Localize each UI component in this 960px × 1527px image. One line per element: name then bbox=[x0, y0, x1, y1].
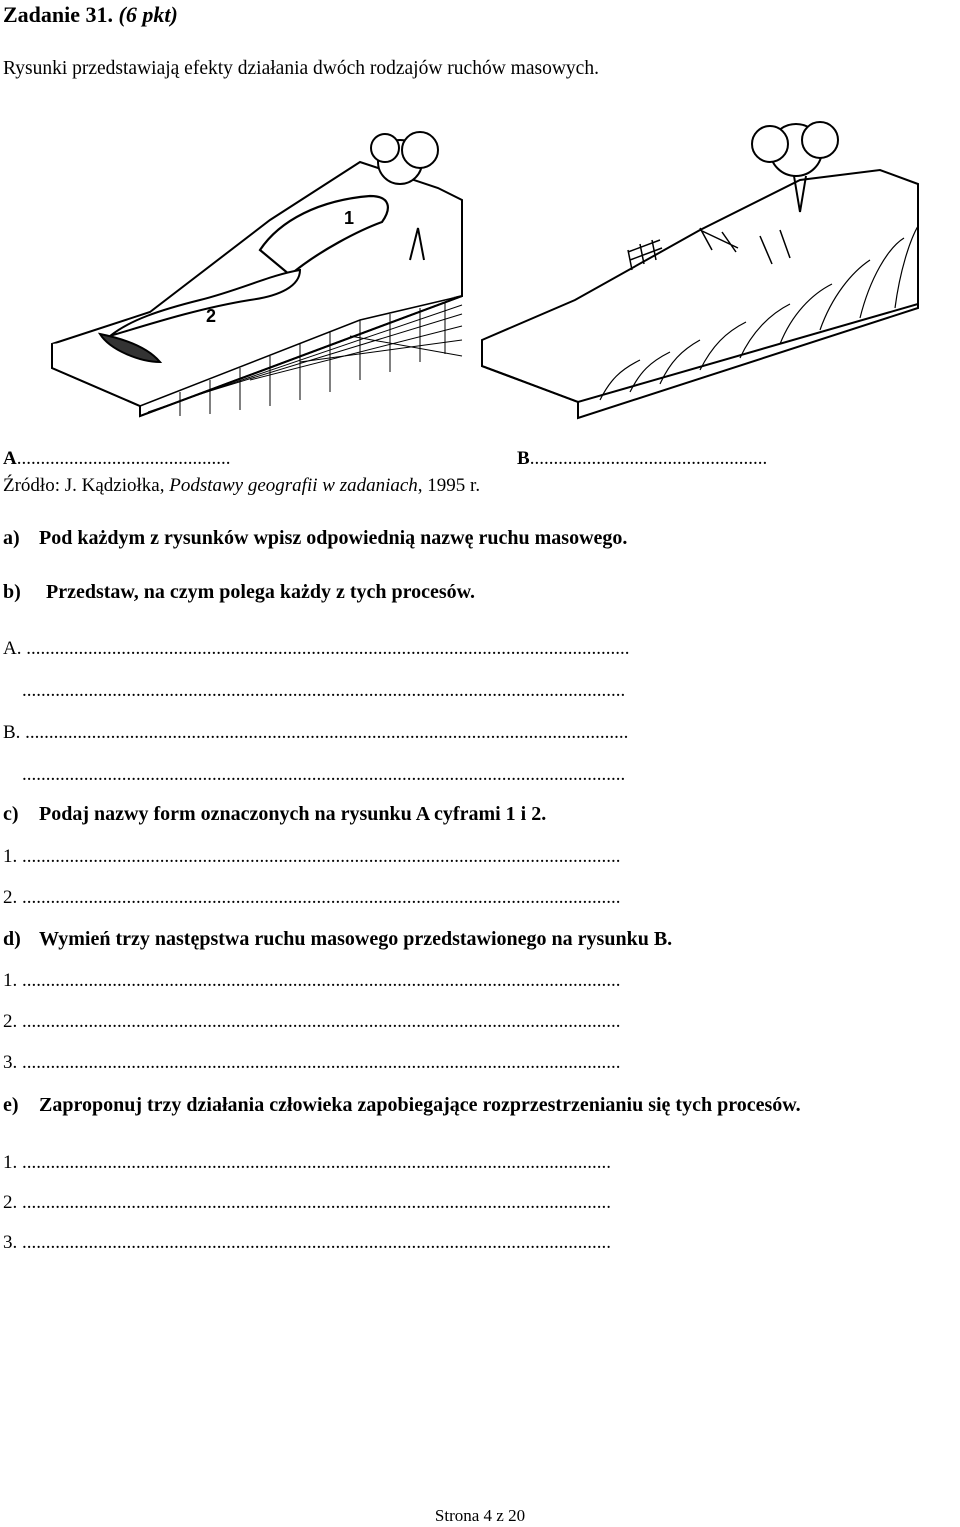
source-prefix: Źródło: J. Kądziołka, bbox=[3, 475, 170, 496]
question-b bbox=[3, 581, 475, 604]
mass-movement-figure bbox=[0, 100, 960, 430]
task-title bbox=[3, 2, 178, 28]
figure-number-2: 2 bbox=[206, 306, 217, 326]
source-citation bbox=[3, 475, 480, 497]
question-a bbox=[3, 527, 627, 550]
answer-label-a bbox=[3, 448, 230, 470]
question-c-text: Podaj nazwy form oznaczonych na rysunku A cyframi 1 i 2. bbox=[39, 803, 547, 825]
intro-text: Rysunki przedstawiają efekty działania dwóch rodzajów ruchów masowych. bbox=[3, 58, 599, 79]
question-a-letter: a) bbox=[3, 527, 20, 549]
question-e-text: Zaproponuj trzy działania człowieka zapobiegające rozprzestrzenianiu się tych procesów. bbox=[39, 1094, 801, 1116]
page-footer: Strona 4 z 20 bbox=[434, 1506, 526, 1525]
answer-line-c-2[interactable]: 2. .............................................................................................................................. bbox=[3, 887, 621, 908]
task-number: Zadanie 31. bbox=[3, 2, 114, 27]
label-a-letter: A bbox=[3, 448, 17, 469]
answer-line-e-1[interactable]: 1. ............................................................................................................................ bbox=[3, 1152, 611, 1173]
question-d-text: Wymień trzy następstwa ruchu masowego przedstawionego na rysunku B. bbox=[39, 928, 673, 950]
label-a-dots: ............................................. bbox=[16, 448, 231, 469]
answer-line-b-a1[interactable]: A. ............................................................................................................................... bbox=[3, 638, 630, 659]
answer-line-d-3[interactable]: 3. .............................................................................................................................. bbox=[3, 1052, 621, 1073]
question-c bbox=[3, 803, 546, 826]
answer-line-b-a2[interactable]: ............................................................................................................................... bbox=[3, 680, 626, 701]
answer-line-e-3[interactable]: 3. ............................................................................................................................ bbox=[3, 1232, 611, 1253]
question-c-letter: c) bbox=[3, 803, 19, 825]
answer-line-b-b2[interactable]: ............................................................................................................................... bbox=[3, 764, 626, 785]
figure-number-1: 1 bbox=[344, 208, 355, 228]
answer-line-b-b1[interactable]: B. ............................................................................................................................... bbox=[3, 722, 629, 743]
answer-line-d-1[interactable]: 1. .............................................................................................................................. bbox=[3, 970, 621, 991]
drawing-a-landslide bbox=[52, 162, 462, 416]
answer-label-b bbox=[517, 448, 767, 470]
source-title: Podstawy geografii w zadaniach bbox=[169, 475, 418, 496]
question-a-text: Pod każdym z rysunków wpisz odpowiednią nazwę ruchu masowego. bbox=[39, 527, 628, 549]
question-d-letter: d) bbox=[3, 928, 21, 950]
label-b-dots: .................................................. bbox=[529, 448, 768, 469]
answer-line-c-1[interactable]: 1. .............................................................................................................................. bbox=[3, 846, 621, 867]
question-d bbox=[3, 928, 672, 951]
drawing-b-creep bbox=[482, 170, 918, 418]
answer-line-e-2[interactable]: 2. ............................................................................................................................ bbox=[3, 1192, 611, 1213]
question-b-text: Przedstaw, na czym polega każdy z tych procesów. bbox=[46, 581, 476, 603]
question-b-letter: b) bbox=[3, 581, 21, 603]
question-e bbox=[3, 1094, 801, 1117]
task-points: (6 pkt) bbox=[118, 2, 178, 27]
question-e-letter: e) bbox=[3, 1094, 19, 1116]
answer-line-d-2[interactable]: 2. .............................................................................................................................. bbox=[3, 1011, 621, 1032]
label-b-letter: B bbox=[517, 448, 530, 469]
source-suffix: , 1995 r. bbox=[417, 475, 481, 496]
